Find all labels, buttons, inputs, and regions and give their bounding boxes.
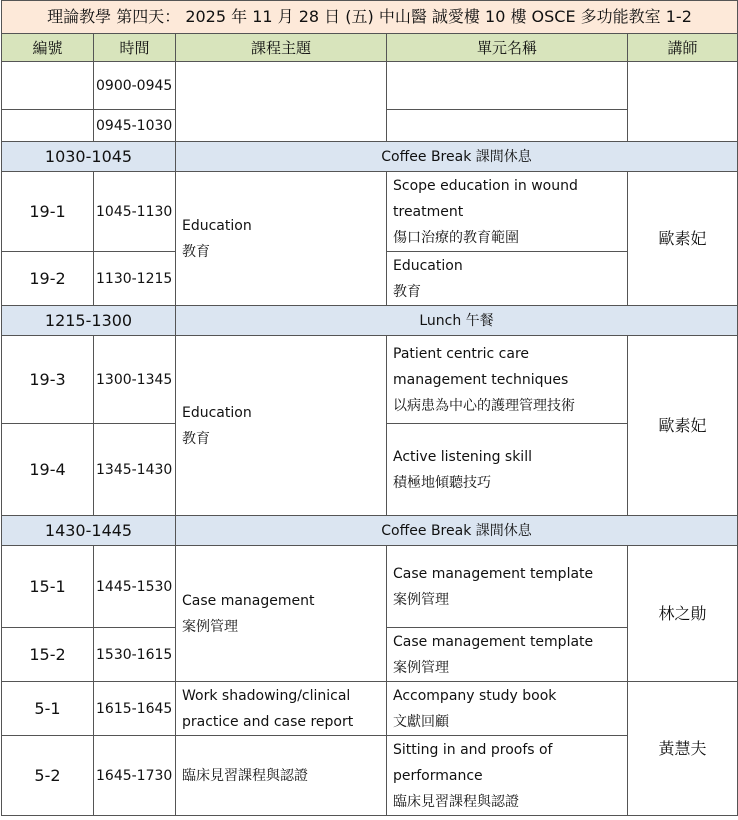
time-cell: 1130-1215: [94, 252, 176, 306]
subject-cell: [176, 62, 387, 142]
subject-en: Education: [182, 404, 252, 421]
unit-en: Accompany study book: [393, 687, 557, 704]
instructor-cell: 黃慧夫: [628, 682, 738, 816]
break-time: 1430-1445: [2, 516, 176, 546]
no-cell: 19-2: [2, 252, 94, 306]
unit-cell: [387, 252, 628, 306]
subject-cell: Work shadowing/clinical practice and case report: [176, 682, 387, 736]
subject-cell: 臨床見習課程與認證: [176, 736, 387, 816]
unit-en: Scope education in wound treatment: [393, 177, 578, 220]
time-cell: 1645-1730: [94, 736, 176, 816]
unit-en: Education: [393, 257, 463, 274]
subject-en: Case management: [182, 592, 315, 609]
no-cell: 15-1: [2, 546, 94, 628]
break-label: Coffee Break 課間休息: [176, 516, 738, 546]
instructor-cell: [628, 62, 738, 142]
header-instructor: 講師: [628, 34, 738, 62]
unit-zh: 教育: [393, 283, 421, 300]
unit-cell: [387, 110, 628, 142]
unit-cell: [387, 628, 628, 682]
time-cell: 1530-1615: [94, 628, 176, 682]
unit-zh: 傷口治療的教育範圍: [393, 229, 519, 246]
unit-en: Active listening skill: [393, 448, 532, 465]
no-cell: 19-3: [2, 336, 94, 424]
unit-cell: [387, 336, 628, 424]
unit-cell: [387, 682, 628, 736]
unit-cell: [387, 424, 628, 516]
no-cell: 19-4: [2, 424, 94, 516]
break-time: 1030-1045: [2, 142, 176, 172]
header-time: 時間: [94, 34, 176, 62]
instructor-cell: 林之勛: [628, 546, 738, 682]
no-cell: [2, 62, 94, 110]
subject-en: Education: [182, 217, 252, 234]
subject-cell: [176, 546, 387, 682]
time-cell: 1300-1345: [94, 336, 176, 424]
time-cell: 1045-1130: [94, 172, 176, 252]
subject-zh: 教育: [182, 243, 210, 260]
time-cell: 1345-1430: [94, 424, 176, 516]
unit-zh: 案例管理: [393, 659, 449, 676]
no-cell: 19-1: [2, 172, 94, 252]
unit-en: Case management template: [393, 633, 594, 650]
no-cell: 5-1: [2, 682, 94, 736]
unit-cell: [387, 546, 628, 628]
subject-cell: [176, 336, 387, 516]
header-subject: 課程主題: [176, 34, 387, 62]
unit-cell: [387, 62, 628, 110]
break-time: 1215-1300: [2, 306, 176, 336]
instructor-cell: 歐素妃: [628, 336, 738, 516]
unit-en: Patient centric care management techniques: [393, 345, 569, 388]
unit-zh: 積極地傾聽技巧: [393, 474, 491, 491]
subject-zh: 案例管理: [182, 618, 238, 635]
unit-zh: 以病患為中心的護理管理技術: [393, 397, 575, 414]
break-label: Lunch 午餐: [176, 306, 738, 336]
unit-zh: 文獻回顧: [393, 713, 449, 730]
schedule-table: [1, 0, 738, 816]
unit-cell: [387, 172, 628, 252]
break-label: Coffee Break 課間休息: [176, 142, 738, 172]
header-unit: 單元名稱: [387, 34, 628, 62]
instructor-cell: 歐素妃: [628, 172, 738, 306]
unit-zh: 案例管理: [393, 591, 449, 608]
page-title: 理論教學 第四天： 2025 年 11 月 28 日 (五) 中山醫 誠愛樓 10 樓 OSCE 多功能教室 1-2: [2, 1, 738, 34]
time-cell: 0900-0945: [94, 62, 176, 110]
no-cell: [2, 110, 94, 142]
unit-en: Case management template: [393, 565, 594, 582]
no-cell: 5-2: [2, 736, 94, 816]
time-cell: 1445-1530: [94, 546, 176, 628]
unit-zh: 臨床見習課程與認證: [393, 793, 519, 810]
time-cell: 0945-1030: [94, 110, 176, 142]
unit-en: Sitting in and proofs of performance: [393, 741, 553, 784]
time-cell: 1615-1645: [94, 682, 176, 736]
header-no: 編號: [2, 34, 94, 62]
subject-cell: [176, 172, 387, 306]
no-cell: 15-2: [2, 628, 94, 682]
subject-zh: 教育: [182, 430, 210, 447]
unit-cell: [387, 736, 628, 816]
